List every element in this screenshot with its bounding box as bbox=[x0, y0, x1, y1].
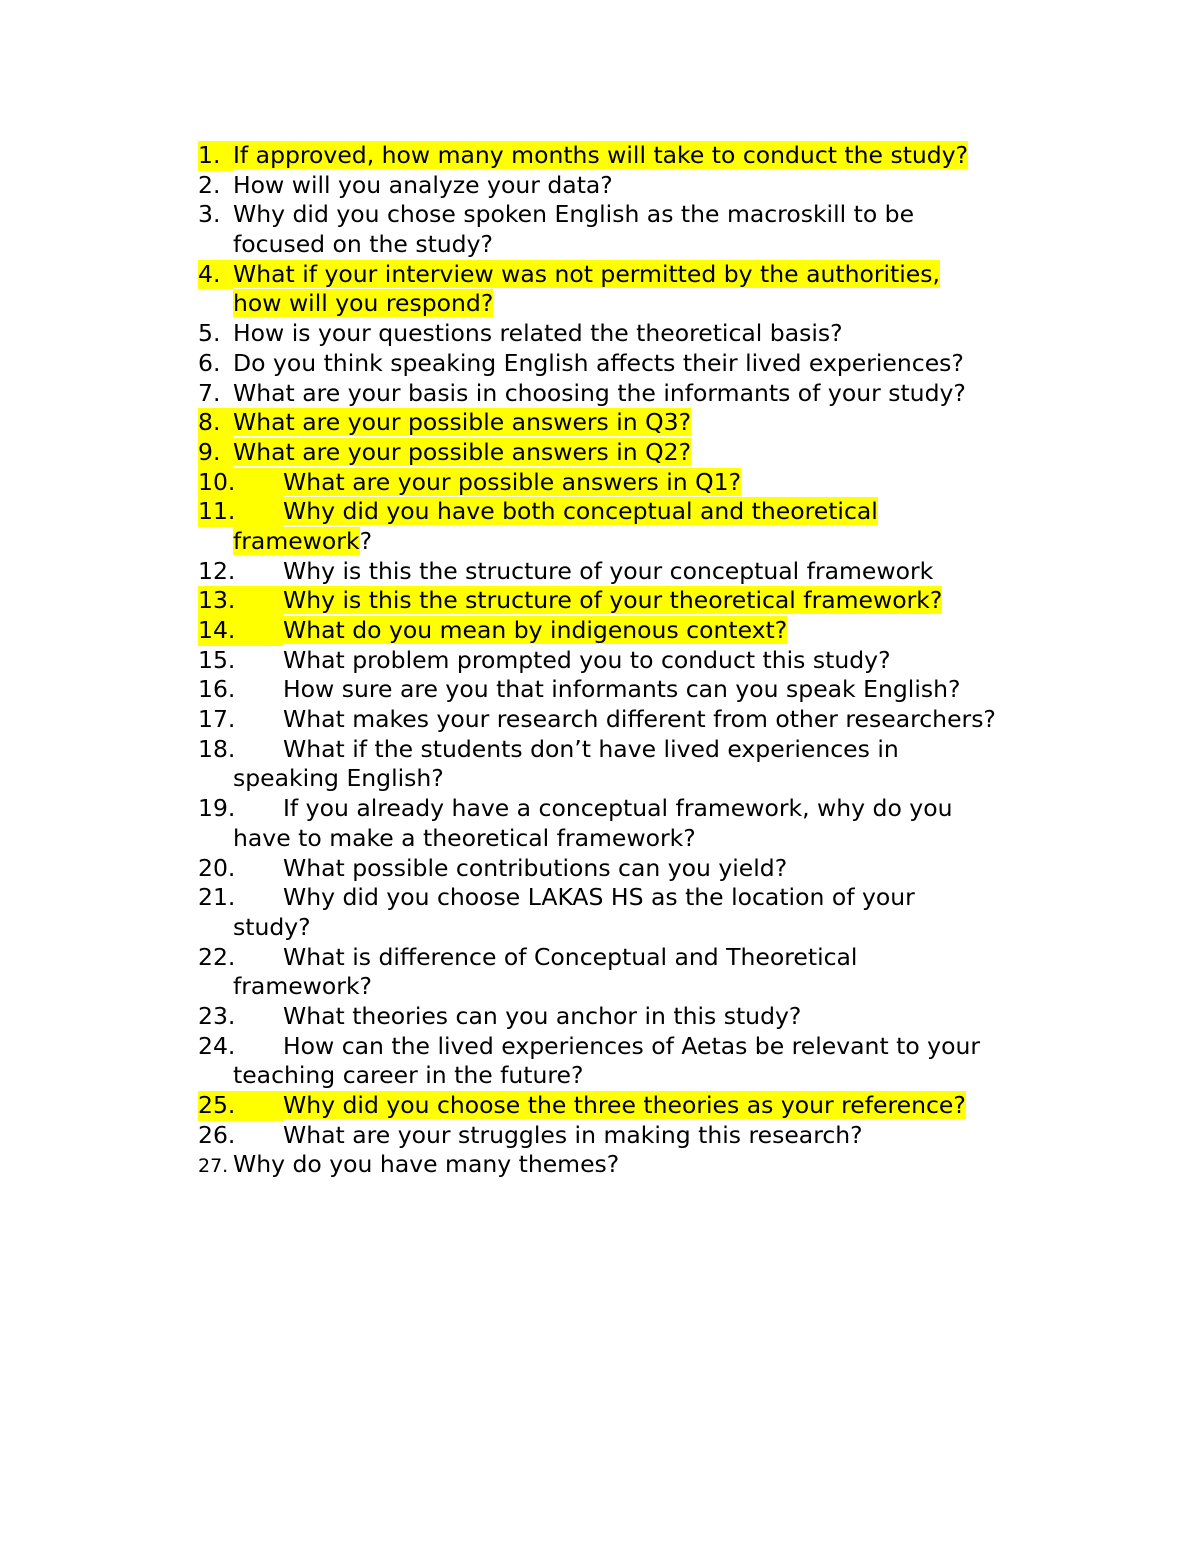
question-number: 14. bbox=[198, 616, 283, 646]
question-first-line bbox=[198, 675, 1098, 705]
question-text: how will you respond? bbox=[233, 289, 494, 318]
question-text: Why is this the structure of your conceptual framework bbox=[283, 556, 934, 585]
question-number: 24. bbox=[198, 1031, 236, 1060]
question-item bbox=[198, 854, 1098, 884]
question-first-line bbox=[198, 1091, 1098, 1121]
question-text: Why is this the structure of your theoretical framework? bbox=[283, 586, 943, 615]
question-item bbox=[198, 438, 1098, 468]
question-number: 20. bbox=[198, 853, 236, 882]
question-item bbox=[198, 883, 1098, 942]
question-number: 8. bbox=[198, 408, 233, 438]
question-first-line bbox=[198, 171, 1098, 201]
question-text: Why did you chose spoken English as the macroskill to be bbox=[233, 200, 915, 229]
question-number: 27. bbox=[198, 1155, 229, 1178]
question-number: 2. bbox=[198, 170, 221, 199]
question-text: What are your possible answers in Q2? bbox=[233, 437, 692, 466]
question-first-line bbox=[198, 260, 1098, 290]
question-first-line bbox=[198, 379, 1098, 409]
question-item bbox=[198, 675, 1098, 705]
question-item bbox=[198, 468, 1098, 498]
question-first-line bbox=[198, 586, 1098, 616]
question-text: What if the students don’t have lived experiences in bbox=[283, 734, 899, 763]
question-number: 23. bbox=[198, 1001, 236, 1030]
question-text: speaking English? bbox=[233, 764, 444, 793]
question-text: What are your basis in choosing the informants of your study? bbox=[233, 378, 966, 407]
question-item bbox=[198, 1091, 1098, 1121]
question-continuation-line bbox=[198, 824, 1098, 854]
question-item bbox=[198, 586, 1098, 616]
question-first-line bbox=[198, 854, 1098, 884]
question-text: focused on the study? bbox=[233, 230, 493, 259]
question-first-line bbox=[198, 1121, 1098, 1151]
question-item bbox=[198, 141, 1098, 171]
question-first-line bbox=[198, 497, 1098, 527]
question-item bbox=[198, 408, 1098, 438]
question-first-line bbox=[198, 735, 1098, 765]
question-first-line bbox=[198, 1032, 1098, 1062]
question-number: 26. bbox=[198, 1120, 236, 1149]
question-item bbox=[198, 171, 1098, 201]
question-continuation-line bbox=[198, 230, 1098, 260]
question-text: What problem prompted you to conduct this study? bbox=[283, 645, 891, 674]
question-first-line bbox=[198, 557, 1098, 587]
question-text: If you already have a conceptual framework, why do you bbox=[283, 794, 953, 823]
question-number: 13. bbox=[198, 586, 283, 616]
question-text: If approved, how many months will take to conduct the study? bbox=[233, 141, 969, 169]
question-first-line bbox=[198, 943, 1098, 973]
question-item bbox=[198, 1032, 1098, 1091]
question-first-line bbox=[198, 438, 1098, 468]
question-continuation-line bbox=[198, 289, 1098, 319]
question-text: Why did you have both conceptual and theoretical bbox=[283, 497, 878, 526]
question-first-line bbox=[198, 883, 1098, 913]
question-number: 19. bbox=[198, 794, 236, 823]
question-first-line bbox=[198, 200, 1098, 230]
question-item bbox=[198, 200, 1098, 259]
question-item bbox=[198, 1121, 1098, 1151]
question-text: Why do you have many themes? bbox=[233, 1150, 620, 1179]
question-first-line bbox=[198, 794, 1098, 824]
question-first-line bbox=[198, 349, 1098, 379]
question-first-line bbox=[198, 408, 1098, 438]
question-number: 18. bbox=[198, 734, 236, 763]
question-first-line bbox=[198, 141, 1098, 171]
question-number: 4. bbox=[198, 260, 233, 290]
question-text: How will you analyze your data? bbox=[233, 170, 613, 199]
question-text: How is your questions related the theoretical basis? bbox=[233, 319, 843, 348]
question-number: 10. bbox=[198, 468, 283, 498]
question-number: 21. bbox=[198, 883, 236, 912]
question-continuation-line bbox=[198, 764, 1098, 794]
question-item bbox=[198, 260, 1098, 319]
question-first-line bbox=[198, 1150, 1098, 1180]
question-text: Do you think speaking English affects their lived experiences? bbox=[233, 348, 964, 377]
question-item bbox=[198, 1150, 1098, 1180]
question-text: framework bbox=[233, 526, 360, 555]
question-item bbox=[198, 319, 1098, 349]
question-first-line bbox=[198, 468, 1098, 498]
question-continuation-line bbox=[198, 972, 1098, 1002]
question-first-line bbox=[198, 646, 1098, 676]
question-number: 5. bbox=[198, 319, 221, 348]
question-text: How can the lived experiences of Aetas be relevant to your bbox=[283, 1031, 981, 1060]
question-text: have to make a theoretical framework? bbox=[233, 823, 696, 852]
question-number: 12. bbox=[198, 556, 236, 585]
question-continuation-line bbox=[198, 1061, 1098, 1091]
question-item bbox=[198, 943, 1098, 1002]
question-text: What is difference of Conceptual and Theoretical bbox=[283, 942, 858, 971]
question-item bbox=[198, 616, 1098, 646]
question-continuation-line bbox=[198, 913, 1098, 943]
question-item bbox=[198, 497, 1098, 556]
question-first-line bbox=[198, 1002, 1098, 1032]
question-text: teaching career in the future? bbox=[233, 1061, 584, 1090]
question-item bbox=[198, 646, 1098, 676]
question-number: 9. bbox=[198, 438, 233, 468]
question-number: 17. bbox=[198, 705, 236, 734]
question-continuation-line bbox=[198, 527, 1098, 557]
question-number: 22. bbox=[198, 942, 236, 971]
question-text: What theories can you anchor in this study? bbox=[283, 1001, 802, 1030]
question-text: What if your interview was not permitted by the authorities, bbox=[233, 259, 940, 288]
question-text: What are your possible answers in Q1? bbox=[283, 467, 742, 496]
question-number: 15. bbox=[198, 645, 236, 674]
question-list bbox=[198, 141, 1098, 1180]
question-text: What possible contributions can you yield? bbox=[283, 853, 788, 882]
question-text: What do you mean by indigenous context? bbox=[283, 616, 788, 644]
question-item bbox=[198, 557, 1098, 587]
question-text: framework? bbox=[233, 972, 373, 1001]
question-first-line bbox=[198, 705, 1098, 735]
question-item bbox=[198, 349, 1098, 379]
question-text: Why did you choose the three theories as your reference? bbox=[283, 1091, 966, 1119]
question-text: What are your struggles in making this research? bbox=[283, 1120, 863, 1149]
question-item bbox=[198, 794, 1098, 853]
question-text: Why did you choose LAKAS HS as the location of your bbox=[283, 883, 915, 912]
question-number: 7. bbox=[198, 378, 221, 407]
question-item bbox=[198, 735, 1098, 794]
question-number: 16. bbox=[198, 675, 236, 704]
question-tail: ? bbox=[359, 526, 373, 555]
question-item bbox=[198, 379, 1098, 409]
question-text: What are your possible answers in Q3? bbox=[233, 408, 692, 437]
question-number: 11. bbox=[198, 497, 283, 527]
question-item bbox=[198, 1002, 1098, 1032]
question-text: How sure are you that informants can you speak English? bbox=[283, 675, 961, 704]
question-number: 25. bbox=[198, 1091, 283, 1121]
question-text: study? bbox=[233, 912, 311, 941]
question-number: 6. bbox=[198, 348, 221, 377]
question-first-line bbox=[198, 616, 1098, 646]
question-number: 3. bbox=[198, 200, 221, 229]
question-item bbox=[198, 705, 1098, 735]
question-number: 1. bbox=[198, 141, 233, 171]
question-first-line bbox=[198, 319, 1098, 349]
question-text: What makes your research different from other researchers? bbox=[283, 705, 996, 734]
